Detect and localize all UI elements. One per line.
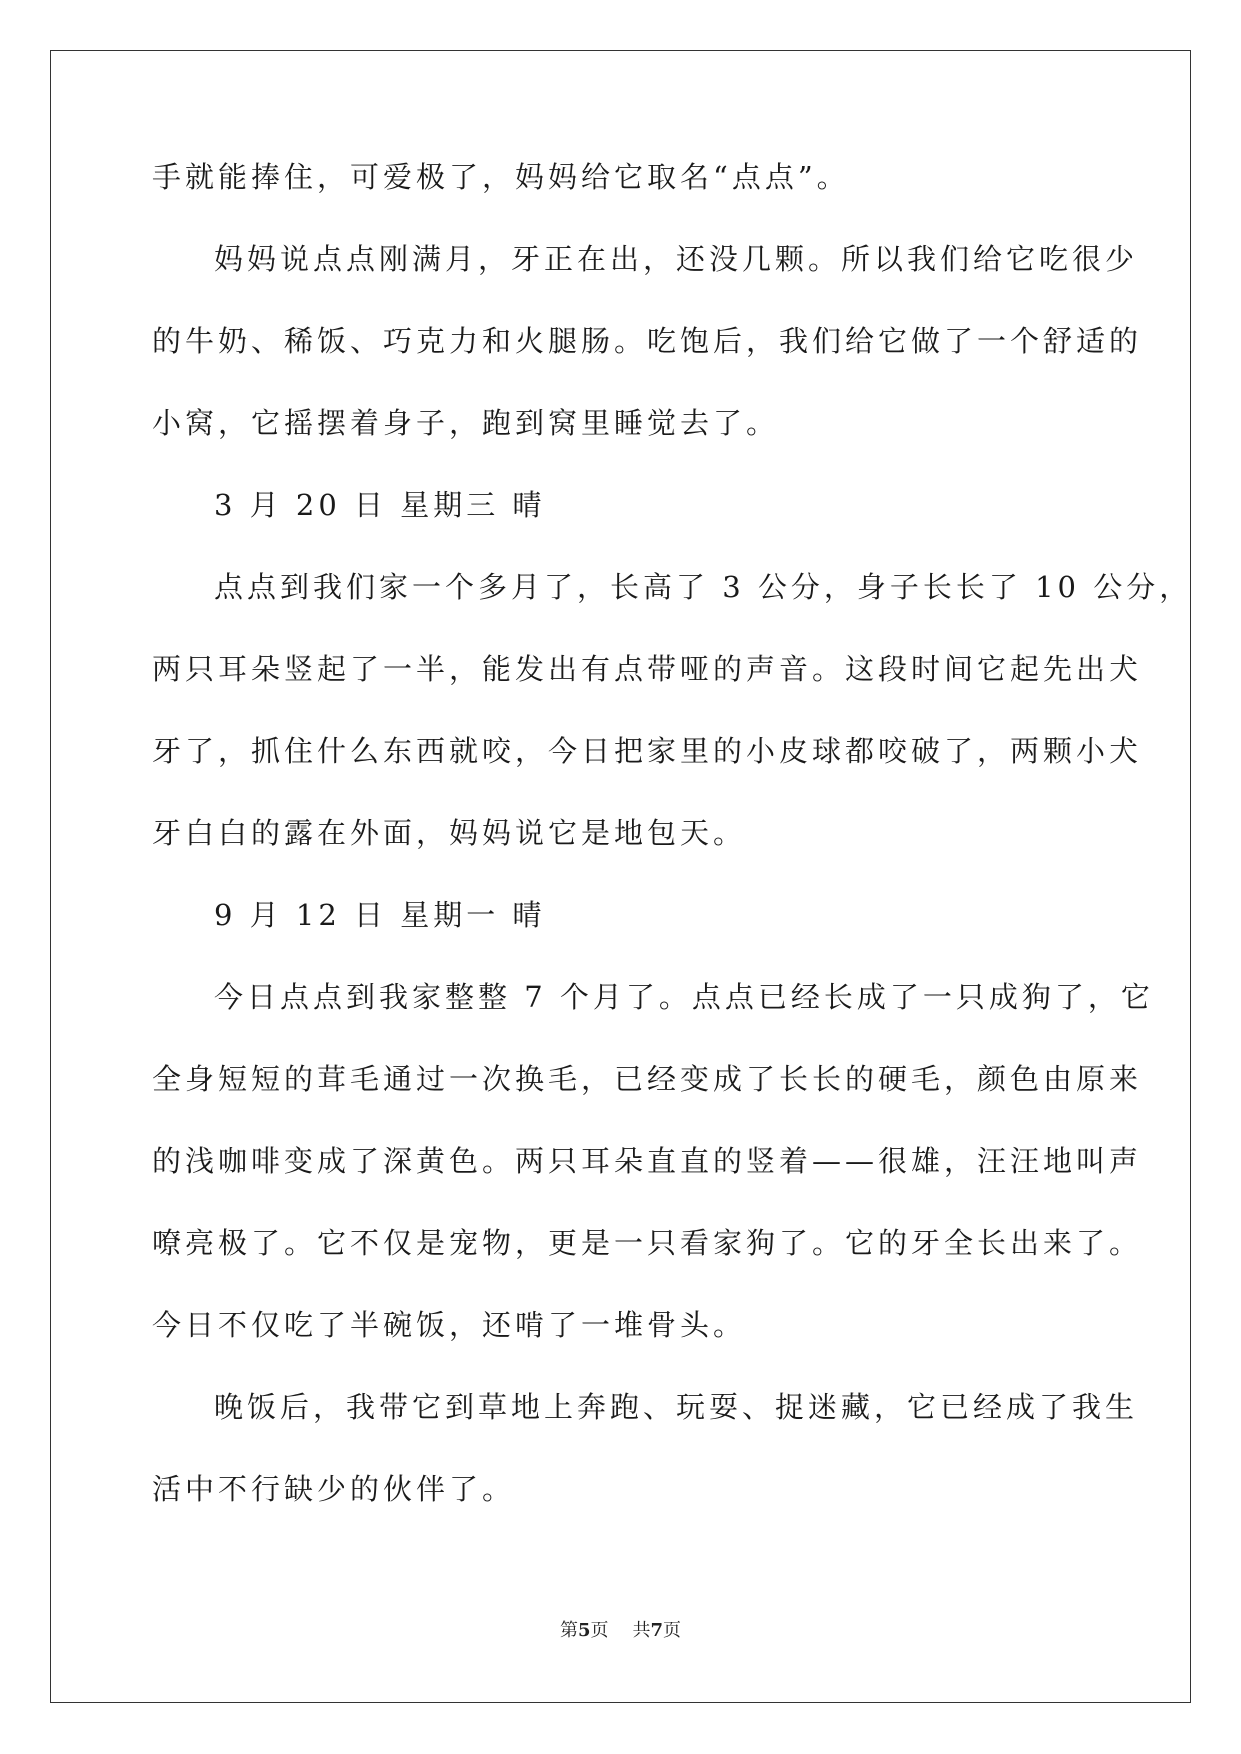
text-line: 今日点点到我家整整 7 个月了。点点已经长成了一只成狗了，它 [214, 980, 1154, 1014]
date-heading: 9 月 12 日 星期一 晴 [214, 898, 546, 932]
text-line: 的牛奶、稀饭、巧克力和火腿肠。吃饱后，我们给它做了一个舒适的 [152, 324, 1143, 358]
date-heading: 3 月 20 日 星期三 晴 [214, 488, 546, 522]
page-current: 5 [577, 1620, 591, 1641]
text-line: 牙白白的露在外面，妈妈说它是地包天。 [152, 816, 747, 850]
text-line: 的浅咖啡变成了深黄色。两只耳朵直直的竖着——很雄，汪汪地叫声 [152, 1144, 1143, 1178]
page-total: 7 [650, 1620, 664, 1641]
text-line: 牙了，抓住什么东西就咬，今日把家里的小皮球都咬破了，两颗小犬 [152, 734, 1143, 768]
page-footer [0, 1620, 1241, 1642]
page-prefix: 第 [559, 1620, 578, 1641]
text-line: 小窝，它摇摆着身子，跑到窝里睡觉去了。 [152, 406, 780, 440]
text-line: 晚饭后，我带它到草地上奔跑、玩耍、捉迷藏，它已经成了我生 [214, 1390, 1139, 1424]
document-body [152, 160, 1193, 1556]
text-line: 手就能捧住，可爱极了，妈妈给它取名“点点”。 [152, 160, 850, 194]
text-line: 活中不行缺少的伙伴了。 [152, 1472, 516, 1506]
page-suffix: 页 [590, 1620, 609, 1641]
total-prefix: 共 [632, 1620, 651, 1641]
text-line: 今日不仅吃了半碗饭，还啃了一堆骨头。 [152, 1308, 747, 1342]
text-line: 两只耳朵竖起了一半，能发出有点带哑的声音。这段时间它起先出犬 [152, 652, 1143, 686]
text-line: 嘹亮极了。它不仅是宠物，更是一只看家狗了。它的牙全长出来了。 [152, 1226, 1143, 1260]
text-line: 全身短短的茸毛通过一次换毛，已经变成了长长的硬毛，颜色由原来 [152, 1062, 1143, 1096]
text-line: 点点到我们家一个多月了，长高了 3 公分，身子长长了 10 公分， [214, 570, 1193, 604]
total-suffix: 页 [663, 1620, 682, 1641]
text-line: 妈妈说点点刚满月，牙正在出，还没几颗。所以我们给它吃很少 [214, 242, 1139, 276]
